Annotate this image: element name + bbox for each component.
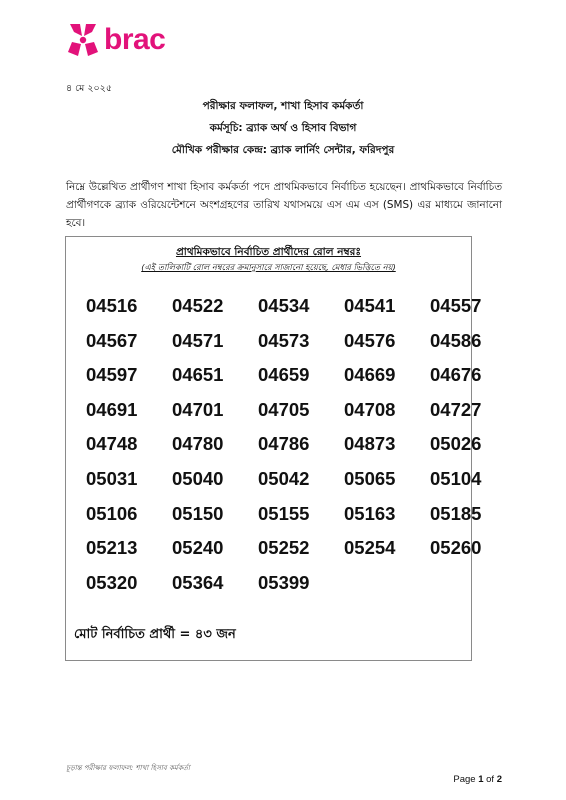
intro-paragraph: নিম্নে উল্লেখিত প্রার্থীগণ শাখা হিসাব কর্মকর্তা পদে প্রাথমিকভাবে নির্বাচিত হয়েছেন। প্রাথমিকভাবে নির্বাচিত প্রার্থীগণকে ব্র্যাক ওরিয়েন্টেশনে অংশগ্রহণের তারিখ যথাসময়ে এস এম এস (SMS) এর মাধ্যমে জানানো হবে।	[66, 181, 502, 229]
heading-exam-center: মৌখিক পরীক্ষার কেন্দ্র: ব্র্যাক লার্নিং সেন্টার, ফরিদপুর	[171, 144, 395, 156]
roll-number: 05106	[86, 502, 138, 524]
roll-number: 05150	[172, 502, 224, 524]
roll-number-grid	[86, 289, 516, 600]
roll-number: 05104	[430, 467, 482, 489]
roll-number: 04691	[86, 398, 138, 420]
roll-number: 05364	[172, 571, 224, 593]
roll-number: 05254	[344, 537, 396, 559]
heading-result-title: পরীক্ষার ফলাফল, শাখা হিসাব কর্মকর্তা	[202, 100, 364, 112]
document-date: ৪ মে ২০২৫	[66, 83, 113, 94]
roll-number: 05026	[430, 433, 482, 455]
roll-number: 05213	[86, 537, 138, 559]
roll-number: 05065	[344, 467, 396, 489]
roll-number: 04516	[86, 295, 138, 316]
roll-number: 05252	[258, 537, 310, 559]
roll-number: 04571	[172, 329, 224, 351]
brac-logo-icon	[66, 22, 100, 58]
roll-number: 04659	[258, 364, 310, 386]
roll-number: 05155	[258, 502, 310, 524]
roll-number: 04586	[430, 329, 482, 351]
roll-number: 05240	[172, 537, 224, 559]
roll-number: 04708	[344, 398, 396, 420]
footer-note: চূড়ান্ত পরীক্ষার ফলাফল: শাখা হিসাব কর্মকর্তা	[66, 764, 190, 772]
roll-number: 05163	[344, 502, 396, 524]
roll-number: 04786	[258, 433, 310, 455]
roll-number: 04576	[344, 329, 396, 351]
roll-number: 05185	[430, 502, 482, 524]
roll-number: 04534	[258, 295, 310, 316]
heading-program: কর্মসূচি: ব্র্যাক অর্থ ও হিসাব বিভাগ	[209, 122, 357, 134]
brac-logo	[66, 22, 165, 58]
roll-box-title: প্রাথমিকভাবে নির্বাচিত প্রার্থীদের রোল নম্বরঃ	[175, 246, 362, 258]
roll-number: 05260	[430, 537, 482, 559]
roll-number: 05399	[258, 571, 310, 593]
page-number: Page 1 of 2	[453, 774, 502, 785]
roll-number: 05031	[86, 467, 138, 489]
roll-number: 04705	[258, 398, 310, 420]
roll-number: 04873	[344, 433, 396, 455]
roll-box-subtitle: (এই তালিকাটি রোল নম্বরের ক্রমানুসারে সাজানো হয়েছে, মেধার ভিত্তিতে নয়)	[141, 262, 396, 272]
roll-number: 04541	[344, 295, 396, 316]
roll-number: 04557	[430, 295, 482, 316]
roll-number: 05320	[86, 571, 138, 593]
roll-number: 04522	[172, 295, 224, 316]
roll-number: 04701	[172, 398, 224, 420]
roll-number: 04597	[86, 364, 138, 386]
roll-number: 04727	[430, 398, 482, 420]
total-candidates: মোট নির্বাচিত প্রার্থী = ৪৩ জন	[74, 627, 236, 642]
roll-number: 04676	[430, 364, 482, 386]
logo-wordmark: brac	[104, 23, 166, 56]
roll-number: 04567	[86, 329, 138, 351]
roll-number: 04748	[86, 433, 138, 455]
roll-number-box	[65, 236, 482, 661]
roll-number: 04780	[172, 433, 224, 455]
roll-number: 04573	[258, 329, 310, 351]
roll-number: 04651	[172, 364, 224, 386]
roll-number: 05042	[258, 467, 310, 489]
roll-number: 04669	[344, 364, 396, 386]
roll-number: 05040	[172, 467, 224, 489]
